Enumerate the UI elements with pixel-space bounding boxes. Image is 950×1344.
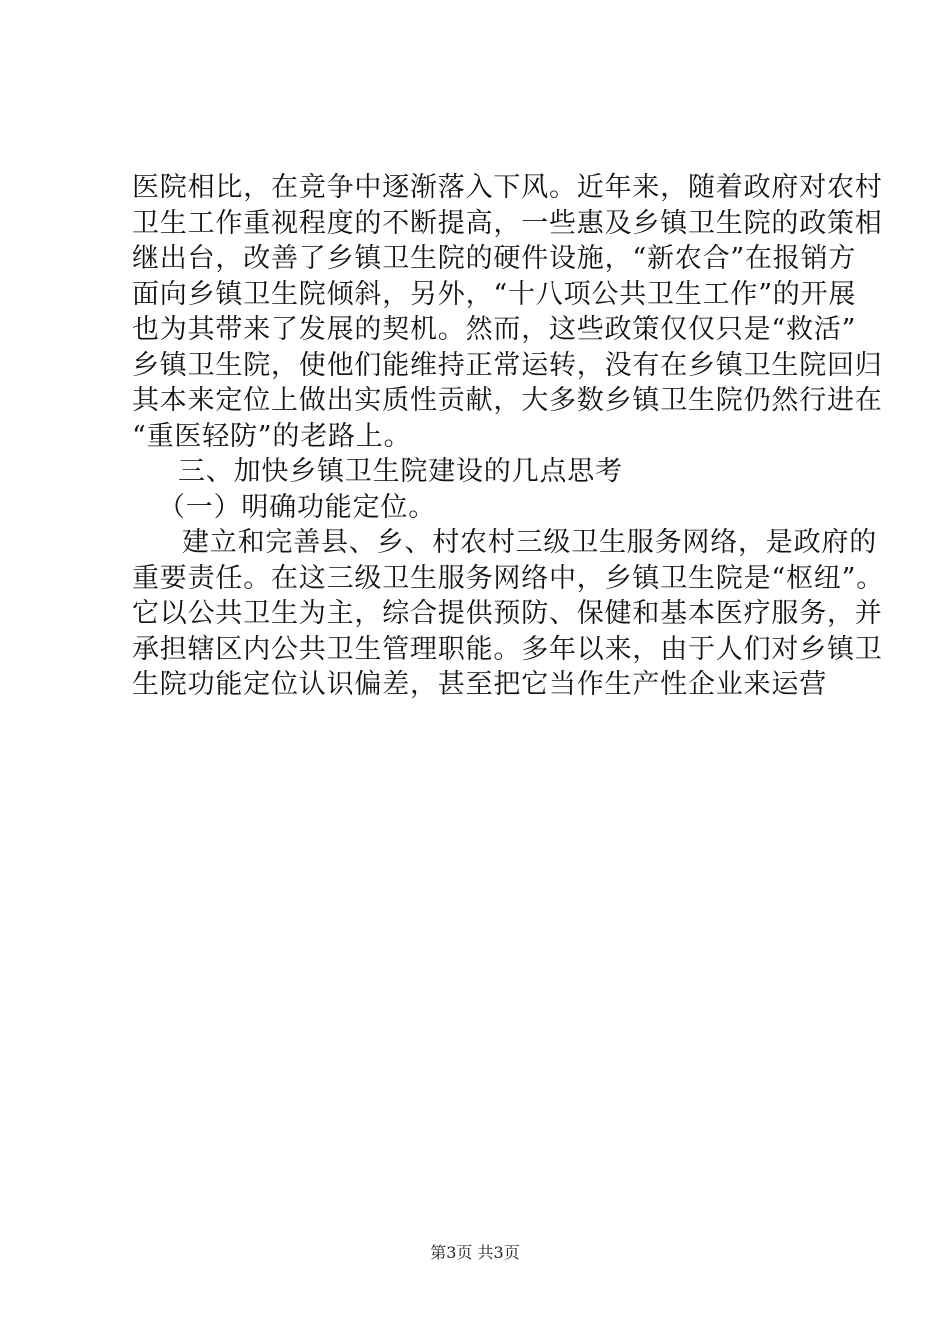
text-line: 医院相比，在竞争中逐渐落入下风。近年来，随着政府对农村	[132, 172, 883, 203]
text-line: 继出台，改善了乡镇卫生院的硬件设施，“新农合”在报销方	[132, 243, 857, 274]
text-line: 卫生工作重视程度的不断提高，一些惠及乡镇卫生院的政策相	[132, 207, 883, 239]
text-line: 生院功能定位认识偏差，甚至把它当作生产性企业来运营	[132, 669, 827, 700]
paragraph-first-line: 建立和完善县、乡、村农村三级卫生服务网络，是政府的	[182, 527, 877, 558]
text-line: 承担辖区内公共卫生管理职能。多年以来，由于人们对乡镇卫	[132, 633, 883, 665]
text-line: 它以公共卫生为主，综合提供预防、保健和基本医疗服务，并	[132, 598, 883, 629]
subsection-heading: （一）明确功能定位。	[158, 491, 436, 523]
text-line: 也为其带来了发展的契机。然而，这些政策仅仅只是“救活”	[132, 314, 857, 345]
document-body	[132, 170, 885, 703]
text-line: 其本来定位上做出实质性贡献，大多数乡镇卫生院仍然行进在	[132, 385, 883, 416]
text-line: 面向乡镇卫生院倾斜，另外，“十八项公共卫生工作”的开展	[132, 278, 857, 310]
section-heading: 三、加快乡镇卫生院建设的几点思考	[178, 456, 623, 487]
page-footer: 第3页 共3页	[430, 1243, 520, 1262]
text-line: “重医轻防”的老路上。	[132, 420, 412, 452]
text-line: 乡镇卫生院，使他们能维持正常运转，没有在乡镇卫生院回归	[132, 349, 883, 381]
text-line: 重要责任。在这三级卫生服务网络中，乡镇卫生院是“枢纽”。	[132, 562, 885, 594]
